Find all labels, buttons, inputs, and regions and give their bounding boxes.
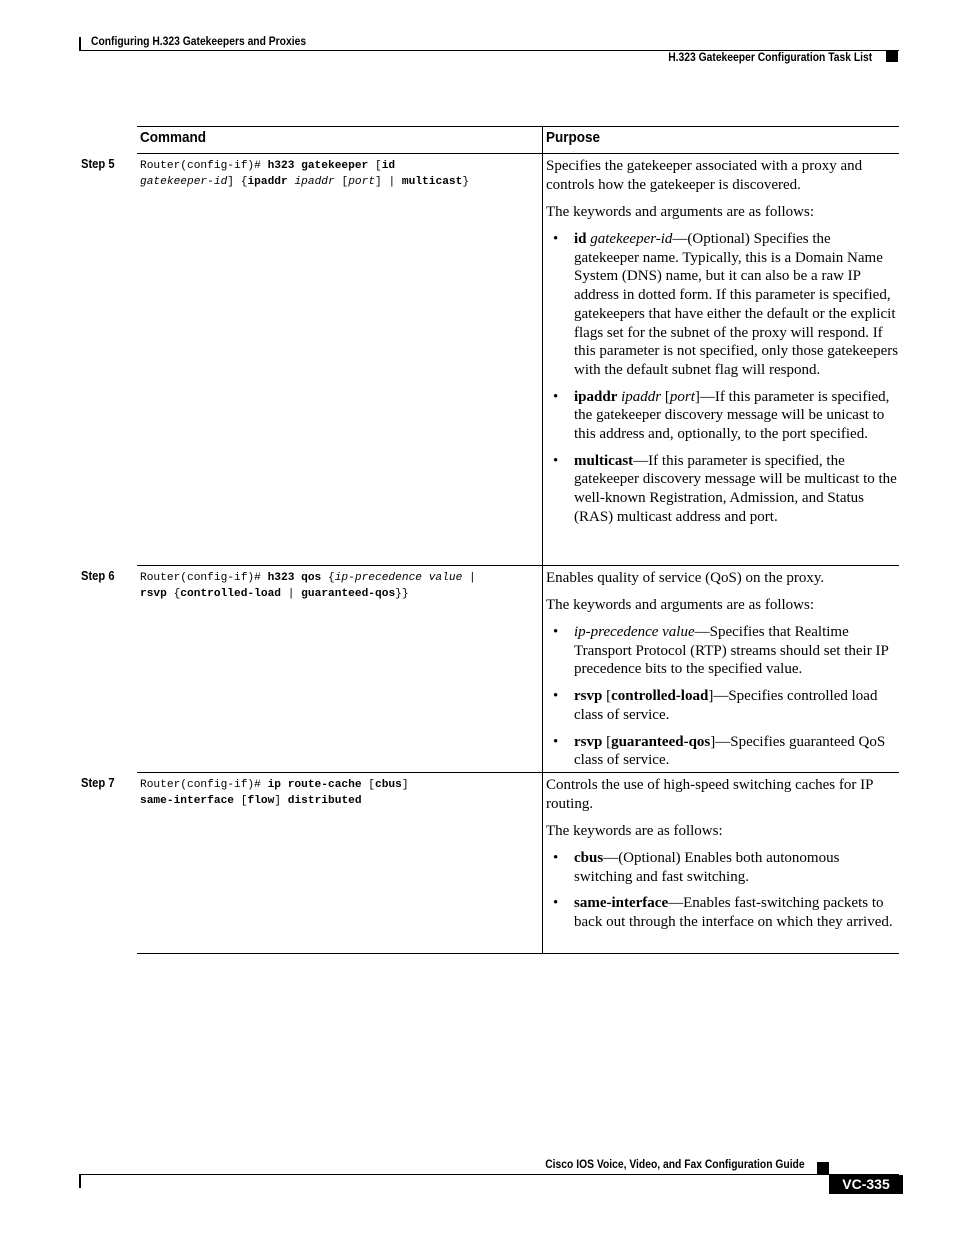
footer-square-marker — [817, 1162, 829, 1174]
column-header-purpose: Purpose — [542, 127, 899, 153]
page-number: VC-335 — [829, 1175, 903, 1194]
guide-title: Cisco IOS Voice, Video, and Fax Configuration Guide — [545, 1157, 805, 1171]
purpose-cell — [542, 154, 899, 565]
purpose-cell — [542, 566, 899, 772]
command-cell — [137, 773, 542, 953]
purpose-intro: Specifies the gatekeeper associated with a proxy and controls how the gatekeeper is discovered. — [546, 158, 863, 193]
purpose-intro: Enables quality of service (QoS) on the proxy. — [546, 570, 825, 586]
list-item: • id gatekeeper-id—(Optional) Specifies the gatekeeper name. Typically, this is a Domain Name System (DNS) name, but it can also be a raw IP address in dotted form. If this parameter is specified, gatekeepers that have either the default or the explicit flags set for the subnet of the proxy will respond. If this parameter is not specified, only those gatekeepers with the default subnet flag will respond. — [553, 231, 899, 378]
list-item: • rsvp [guaranteed-qos]—Specifies guaranteed QoS class of service. — [553, 733, 886, 769]
command-cell — [137, 154, 542, 565]
header-left-bar — [79, 37, 81, 51]
list-item: • rsvp [controlled-load]—Specifies controlled load class of service. — [553, 688, 878, 723]
column-header-command: Command — [140, 129, 207, 146]
purpose-cell — [542, 773, 899, 953]
keyword-list — [546, 623, 899, 770]
keyword-list — [546, 849, 899, 932]
bullet-icon: • — [553, 231, 559, 247]
list-item: • ip-precedence value—Specifies that Realtime Transport Protocol (RTP) streams should set their IP precedence bits to the specified value. — [553, 624, 889, 678]
header-square-marker — [886, 51, 898, 62]
step-label: Step 5 — [81, 156, 115, 171]
keywords-intro: The keywords and arguments are as follows: — [546, 597, 814, 613]
bullet-icon: • — [553, 452, 559, 469]
command-text: Router(config-if)# h323 gatekeeper [id gatekeeper-id] {ipaddr ipaddr [port] | multicast} — [140, 160, 470, 188]
step-label: Step 7 — [81, 775, 115, 790]
list-item: • ipaddr ipaddr [port]—If this parameter is specified, the gatekeeper discovery message will be unicast to this address and, optionally, to the port specified. — [553, 388, 890, 443]
bullet-icon: • — [553, 895, 559, 912]
purpose-intro: Controls the use of high-speed switching caches for IP routing. — [546, 777, 873, 812]
command-purpose-table — [81, 126, 899, 954]
keywords-intro: The keywords are as follows: — [546, 823, 723, 839]
footer-left-bar — [79, 1174, 81, 1188]
bullet-icon: • — [553, 733, 559, 750]
section-title: H.323 Gatekeeper Configuration Task List — [668, 50, 872, 64]
keywords-intro: The keywords and arguments are as follows: — [546, 204, 814, 220]
table-row-step-6 — [81, 566, 899, 773]
table-header-row — [137, 126, 899, 154]
list-item: • same-interface—Enables fast-switching packets to back out through the interface on which they arrived. — [553, 895, 893, 931]
bullet-icon: • — [553, 850, 559, 866]
step-label: Step 6 — [81, 568, 115, 583]
chapter-title: Configuring H.323 Gatekeepers and Proxies — [91, 34, 307, 48]
footer-rule — [79, 1174, 899, 1175]
command-text: Router(config-if)# ip route-cache [cbus] same-interface [flow] distributed — [140, 779, 409, 807]
command-text: Router(config-if)# h323 qos {ip-precedence value | rsvp {controlled-load | guaranteed-qos}} — [140, 572, 476, 600]
list-item: • cbus—(Optional) Enables both autonomous switching and fast switching. — [553, 850, 840, 885]
table-row-step-5 — [81, 154, 899, 566]
bullet-icon: • — [553, 388, 559, 405]
keyword-list — [546, 230, 899, 527]
list-item: • multicast—If this parameter is specified, the gatekeeper discovery message will be multicast to the well-known Registration, Admission, and Status (RAS) multicast address and port. — [553, 452, 897, 525]
bullet-icon: • — [553, 624, 559, 640]
bullet-icon: • — [553, 688, 559, 705]
table-row-step-7 — [81, 773, 899, 954]
command-cell — [137, 566, 542, 772]
